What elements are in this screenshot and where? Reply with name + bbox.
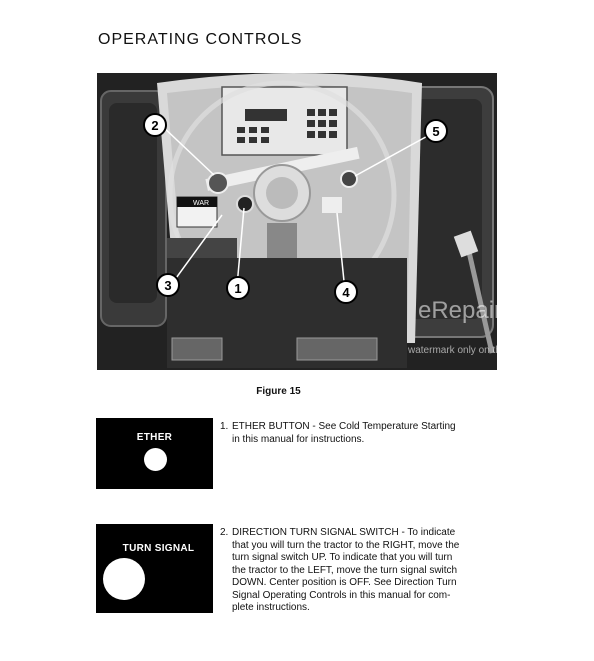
turn-signal-symbol-box (96, 524, 213, 613)
ether-description-line: ETHER BUTTON - See Cold Temperature Starting (232, 421, 456, 432)
warning-sticker-text: WAR (193, 200, 210, 207)
svg-text:2: 2 (151, 118, 159, 133)
svg-text:5: 5 (432, 124, 440, 139)
turn-signal-description-line: plete instructions. (232, 602, 310, 613)
turn-signal-box-label: TURN SIGNAL (122, 543, 195, 554)
turn-signal-description-line: Signal Operating Controls in this manual for com- (232, 589, 451, 601)
tractor-dashboard-illustration (97, 73, 497, 370)
svg-text:3: 3 (164, 278, 172, 293)
ether-symbol-box (96, 418, 213, 489)
page-title: OPERATING CONTROLS (98, 31, 303, 48)
ether-box-label: ETHER (136, 432, 173, 443)
figure-caption: Figure 15 (256, 386, 301, 397)
ether-description-line: in this manual for instructions. (232, 433, 365, 445)
callout-5 (425, 120, 447, 142)
turn-signal-description-line: turn signal switch UP. To indicate that you will turn (232, 552, 453, 563)
watermark-text: eRepairInfo.com (418, 297, 594, 324)
callout-2 (144, 114, 166, 136)
watermark-subtext: watermark only on this sample (408, 345, 544, 356)
turn-signal-description-line: that you will turn the tractor to the RIGHT, move the (232, 539, 460, 551)
turn-signal-description-line: the tractor to the LEFT, move the turn signal switch (232, 564, 458, 576)
callout-4 (335, 281, 357, 303)
ether-description (220, 421, 502, 446)
ether-circle-icon (144, 448, 167, 471)
turn-signal-description (220, 527, 502, 615)
item-number: 1. (220, 421, 229, 432)
item-number: 2. (220, 527, 229, 538)
svg-text:1: 1 (234, 281, 242, 296)
callout-3 (157, 274, 179, 296)
turn-signal-description-line: DIRECTION TURN SIGNAL SWITCH - To indicate (232, 527, 456, 538)
turn-signal-description-line: DOWN. Center position is OFF. See Direction Turn (232, 577, 457, 588)
svg-text:4: 4 (342, 285, 350, 300)
operating-controls-photo (97, 73, 594, 370)
turn-signal-circle-icon (103, 558, 145, 600)
callout-1 (227, 277, 249, 299)
